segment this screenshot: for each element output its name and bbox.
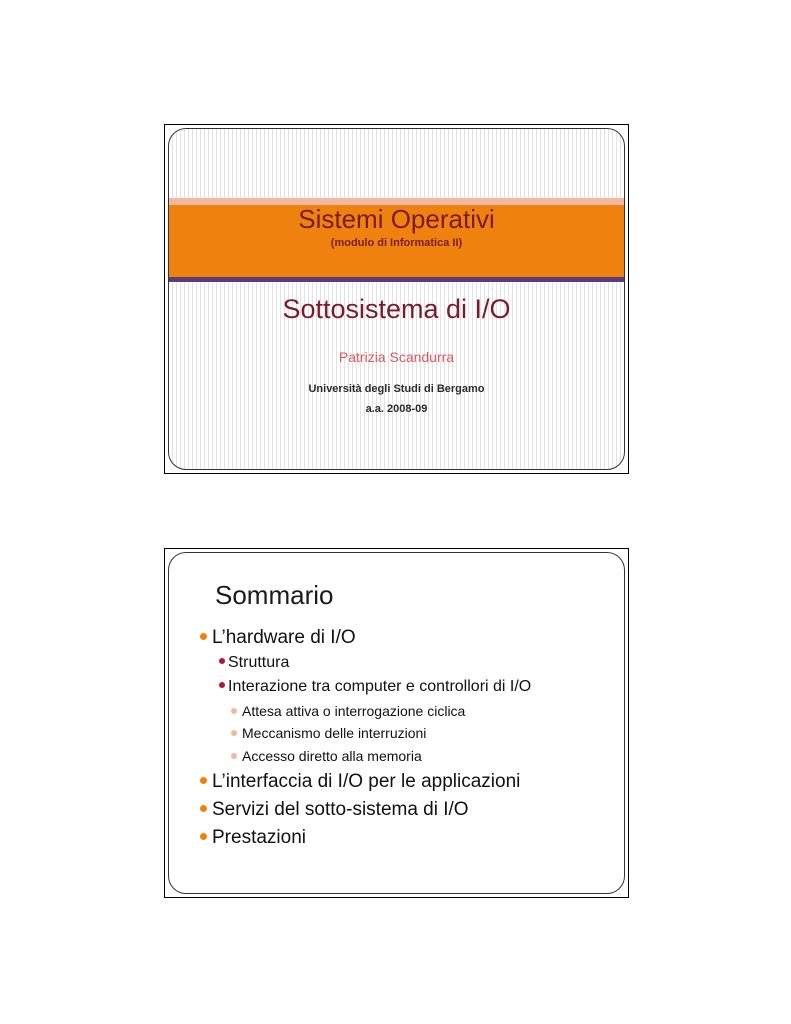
bullet-icon <box>219 658 225 664</box>
lecture-topic: Sottosistema di I/O <box>282 294 511 324</box>
list-item <box>231 725 426 741</box>
course-subtitle: (modulo di Informatica II) <box>330 237 463 249</box>
title-slide-frame <box>168 128 625 470</box>
bullet-icon <box>231 753 237 759</box>
list-item <box>200 799 469 821</box>
list-item-text: Servizi del sotto-sistema di I/O <box>212 799 469 820</box>
list-item-text: Meccanismo delle interruzioni <box>242 725 427 741</box>
bullet-icon <box>200 633 207 640</box>
author-name: Patrizia Scandurra <box>338 349 455 365</box>
bullet-icon <box>231 708 237 714</box>
list-item <box>200 627 356 649</box>
bullet-icon <box>219 682 225 688</box>
university-name: Università degli Studi di Bergamo <box>308 383 485 395</box>
list-item <box>219 654 289 672</box>
course-title: Sistemi Operativi <box>298 204 495 234</box>
list-item <box>200 771 520 793</box>
list-item-text: L’interfaccia di I/O per le applicazioni <box>212 771 521 792</box>
purple-stripe <box>169 277 624 282</box>
summary-title: Sommario <box>215 580 334 610</box>
bullet-icon <box>231 730 237 736</box>
summary-slide-frame <box>168 552 625 894</box>
summary-slide <box>164 548 629 898</box>
list-item <box>231 748 422 764</box>
list-item-text: Interazione tra computer e controllori di I/O <box>228 678 532 695</box>
list-item-text: Struttura <box>228 654 290 671</box>
bullet-icon <box>200 777 207 784</box>
list-item-text: Attesa attiva o interrogazione ciclica <box>242 703 466 719</box>
list-item <box>200 827 306 849</box>
list-item-text: Prestazioni <box>212 827 306 848</box>
bullet-icon <box>200 805 207 812</box>
list-item <box>219 678 531 696</box>
list-item-text: Accesso diretto alla memoria <box>242 748 422 764</box>
title-slide <box>164 124 629 474</box>
list-item <box>231 703 465 719</box>
academic-year: a.a. 2008-09 <box>365 403 428 415</box>
list-item-text: L’hardware di I/O <box>212 627 356 648</box>
bullet-icon <box>200 833 207 840</box>
